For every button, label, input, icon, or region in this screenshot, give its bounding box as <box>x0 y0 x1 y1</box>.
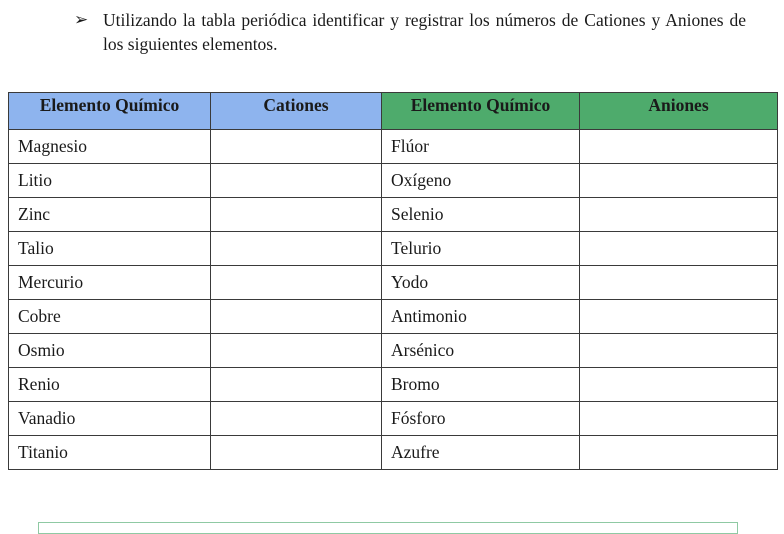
table-row <box>9 164 778 198</box>
table-row <box>9 198 778 232</box>
anion-element-cell: Arsénico <box>382 334 580 368</box>
aniones-answer-cell[interactable] <box>580 164 778 198</box>
table-row <box>9 300 778 334</box>
anion-element-cell: Flúor <box>382 130 580 164</box>
cation-element-cell: Mercurio <box>9 266 211 300</box>
anion-element-cell: Yodo <box>382 266 580 300</box>
arrow-bullet-icon: ➢ <box>74 10 89 29</box>
cationes-answer-cell[interactable] <box>211 198 382 232</box>
aniones-answer-cell[interactable] <box>580 436 778 470</box>
table-row <box>9 130 778 164</box>
aniones-answer-cell[interactable] <box>580 300 778 334</box>
header-anion-element: Elemento Químico <box>382 93 580 130</box>
table-row <box>9 402 778 436</box>
instruction-text: Utilizando la tabla periódica identificar y registrar los números de Cationes y Aniones de los siguientes elementos. <box>103 10 746 54</box>
header-cation-element: Elemento Químico <box>9 93 211 130</box>
anion-element-cell: Azufre <box>382 436 580 470</box>
answer-box <box>38 522 738 534</box>
aniones-answer-cell[interactable] <box>580 402 778 436</box>
cation-element-cell: Vanadio <box>9 402 211 436</box>
aniones-answer-cell[interactable] <box>580 368 778 402</box>
anion-element-cell: Bromo <box>382 368 580 402</box>
cationes-answer-cell[interactable] <box>211 266 382 300</box>
elements-table <box>8 92 778 470</box>
cationes-answer-cell[interactable] <box>211 300 382 334</box>
cationes-answer-cell[interactable] <box>211 436 382 470</box>
cation-element-cell: Cobre <box>9 300 211 334</box>
aniones-answer-cell[interactable] <box>580 232 778 266</box>
cation-element-cell: Renio <box>9 368 211 402</box>
table-header-row <box>9 93 778 130</box>
table-row <box>9 334 778 368</box>
anion-element-cell: Telurio <box>382 232 580 266</box>
anion-element-cell: Fósforo <box>382 402 580 436</box>
cation-element-cell: Titanio <box>9 436 211 470</box>
header-aniones: Aniones <box>580 93 778 130</box>
cation-element-cell: Zinc <box>9 198 211 232</box>
table-row <box>9 436 778 470</box>
cation-element-cell: Magnesio <box>9 130 211 164</box>
cationes-answer-cell[interactable] <box>211 368 382 402</box>
cation-element-cell: Talio <box>9 232 211 266</box>
anion-element-cell: Selenio <box>382 198 580 232</box>
aniones-answer-cell[interactable] <box>580 198 778 232</box>
cationes-answer-cell[interactable] <box>211 164 382 198</box>
header-cationes: Cationes <box>211 93 382 130</box>
cationes-answer-cell[interactable] <box>211 130 382 164</box>
table-row <box>9 368 778 402</box>
aniones-answer-cell[interactable] <box>580 266 778 300</box>
table-row <box>9 266 778 300</box>
table-body <box>9 130 778 470</box>
instruction <box>74 8 746 56</box>
cationes-answer-cell[interactable] <box>211 232 382 266</box>
anion-element-cell: Oxígeno <box>382 164 580 198</box>
cation-element-cell: Osmio <box>9 334 211 368</box>
cationes-answer-cell[interactable] <box>211 334 382 368</box>
cationes-answer-cell[interactable] <box>211 402 382 436</box>
aniones-answer-cell[interactable] <box>580 130 778 164</box>
anion-element-cell: Antimonio <box>382 300 580 334</box>
table-row <box>9 232 778 266</box>
cation-element-cell: Litio <box>9 164 211 198</box>
aniones-answer-cell[interactable] <box>580 334 778 368</box>
